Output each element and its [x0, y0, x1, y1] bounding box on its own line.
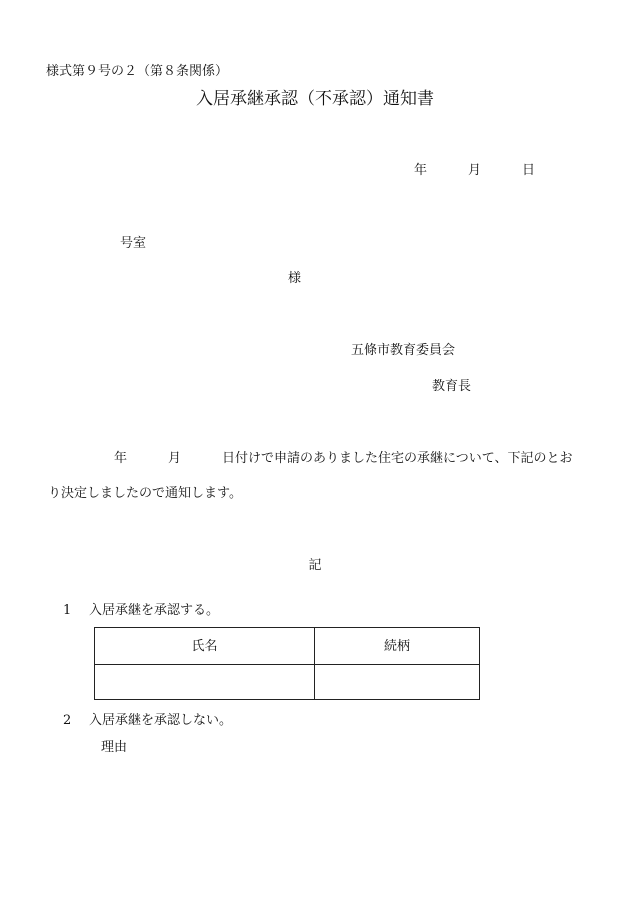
table-header-relationship: 続柄 [383, 639, 410, 654]
item-approve [63, 604, 219, 617]
body-line-1-rest: 日付けで申請のありました住宅の承継について、下記のとお [222, 451, 573, 466]
room-number-label: 号室 [120, 236, 147, 251]
ki-heading: 記 [308, 558, 322, 573]
body-year-label: 年 [114, 451, 128, 466]
date-month-label: 月 [468, 163, 482, 178]
reason-label: 理由 [101, 740, 128, 755]
table-cell-relationship [315, 665, 479, 699]
item-2-text: 入居承継を承認しない。 [89, 713, 233, 728]
body-text-line-1 [114, 452, 573, 465]
item-2-number: 2 [63, 713, 72, 728]
issuer-title: 教育長 [432, 379, 472, 394]
table-header-name: 氏名 [191, 639, 218, 654]
document-title: 入居承継承認（不承認）通知書 [196, 89, 434, 109]
form-number: 様式第９号の２（第８条関係） [46, 64, 229, 79]
item-1-text: 入居承継を承認する。 [89, 603, 220, 618]
item-1-number: 1 [63, 603, 72, 618]
body-text-line-2: り決定しましたので通知します。 [48, 486, 242, 501]
date-year-label: 年 [414, 163, 428, 178]
body-month-label: 月 [168, 451, 182, 466]
succession-table [94, 627, 480, 700]
table-cell-name [95, 665, 314, 699]
issuer-organization: 五條市教育委員会 [351, 343, 456, 358]
recipient-honorific: 様 [288, 271, 302, 286]
date-day-label: 日 [522, 163, 536, 178]
item-reject [63, 714, 232, 727]
